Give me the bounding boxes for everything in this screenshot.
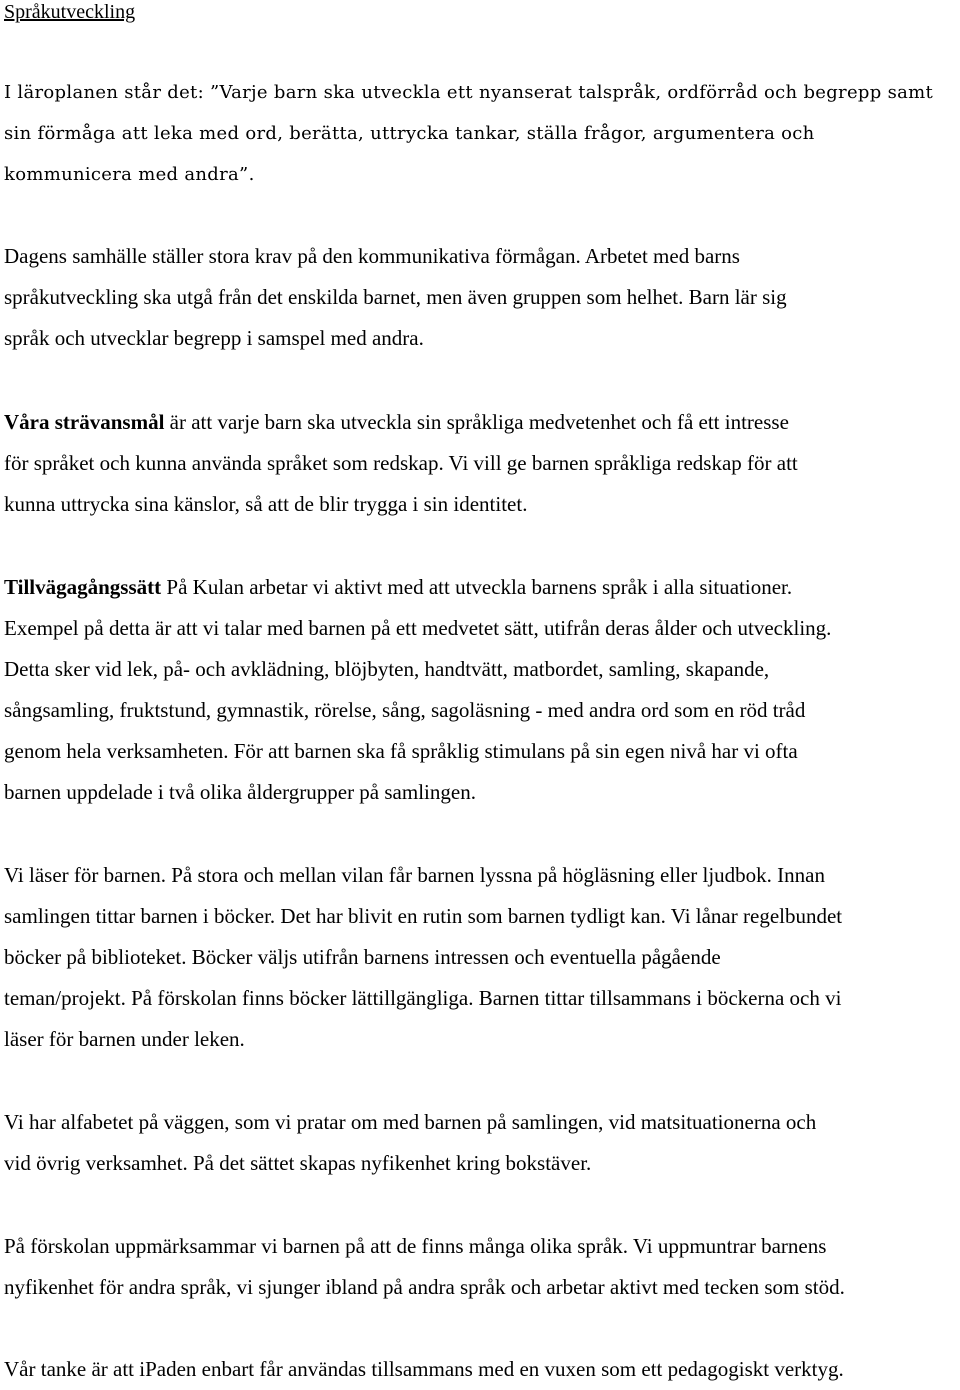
text-line: kunna uttrycka sina känslor, så att de blir trygga i sin identitet.: [4, 492, 528, 516]
paragraph-samhalle: [4, 236, 787, 359]
paragraph-tillvagagangssatt: [4, 567, 831, 813]
paragraph-ipad: [4, 1349, 844, 1390]
text-line: genom hela verksamheten. För att barnen ska få språklig stimulans på sin egen nivå har vi ofta: [4, 739, 798, 763]
text-line: Exempel på detta är att vi talar med barnen på ett medvetet sätt, utifrån deras ålder och utveckling.: [4, 616, 832, 640]
text-line: [4, 567, 831, 608]
text-run: är att varje barn ska utveckla sin språkliga medvetenhet och få ett intresse: [164, 410, 789, 434]
paragraph-lasning: [4, 855, 842, 1060]
section-heading-tillvagagangssatt: Tillvägagångssätt: [4, 575, 162, 599]
text-line: samlingen tittar barnen i böcker. Det har blivit en rutin som barnen tydligt kan. Vi lånar regelbundet: [4, 904, 843, 928]
section-heading-stravansmal: Våra strävansmål: [4, 410, 165, 434]
text-run: På Kulan arbetar vi aktivt med att utveckla barnens språk i alla situationer.: [161, 575, 793, 599]
text-line: teman/projekt. På förskolan finns böcker lättillgängliga. Barnen tittar tillsammans i böckerna och vi: [4, 986, 842, 1010]
text-line: I läroplanen står det: ”Varje barn ska utveckla ett nyanserat talspråk, ordförråd och begrepp samt: [4, 82, 934, 103]
text-line: kommunicera med andra”.: [4, 164, 255, 185]
text-line: Vi har alfabetet på väggen, som vi pratar om med barnen på samlingen, vid matsituationerna och: [4, 1110, 817, 1134]
text-line: språkutveckling ska utgå från det enskilda barnet, men även gruppen som helhet. Barn lär sig: [4, 285, 787, 309]
text-line: sångsamling, fruktstund, gymnastik, rörelse, sång, sagoläsning - med andra ord som en röd tråd: [4, 698, 806, 722]
text-line: vid övrig verksamhet. På det sättet skapas nyfikenhet kring bokstäver.: [4, 1151, 592, 1175]
text-line: språk och utvecklar begrepp i samspel med andra.: [4, 326, 424, 350]
paragraph-alfabetet: [4, 1102, 816, 1184]
text-line: Detta sker vid lek, på- och avklädning, blöjbyten, handtvätt, matbordet, samling, skapande,: [4, 657, 770, 681]
text-line: nyfikenhet för andra språk, vi sjunger ibland på andra språk och arbetar aktivt med tecken som stöd.: [4, 1275, 845, 1299]
text-line: böcker på biblioteket. Böcker väljs utifrån barnens intressen och eventuella pågående: [4, 945, 721, 969]
text-line: Vi läser för barnen. På stora och mellan vilan får barnen lyssna på högläsning eller ljudbok. Innan: [4, 863, 825, 887]
text-line: sin förmåga att leka med ord, berätta, uttrycka tankar, ställa frågor, argumentera och: [4, 123, 815, 144]
text-line: [4, 402, 798, 443]
paragraph-stravansmal: [4, 402, 798, 525]
paragraph-sprak: [4, 1226, 845, 1308]
page-title: Språkutveckling: [4, 1, 136, 23]
text-line: för språket och kunna använda språket som redskap. Vi vill ge barnen språkliga redskap för att: [4, 451, 798, 475]
paragraph-laroplan: [4, 72, 933, 195]
text-line: Dagens samhälle ställer stora krav på den kommunikativa förmågan. Arbetet med barns: [4, 244, 740, 268]
text-line: Vår tanke är att iPaden enbart får användas tillsammans med en vuxen som ett pedagogiskt verktyg.: [4, 1357, 844, 1381]
text-line: På förskolan uppmärksammar vi barnen på att de finns många olika språk. Vi uppmuntrar barnens: [4, 1234, 827, 1258]
text-line: läser för barnen under leken.: [4, 1027, 245, 1051]
text-line: barnen uppdelade i två olika åldergrupper på samlingen.: [4, 780, 476, 804]
